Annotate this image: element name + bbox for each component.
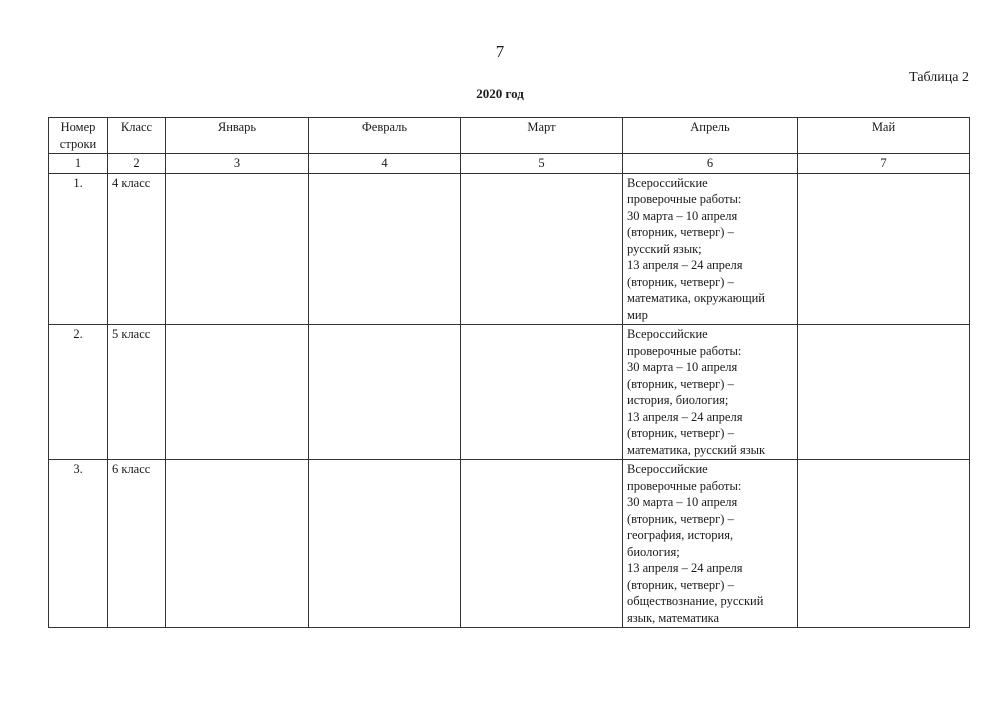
column-number: 1 xyxy=(49,154,108,174)
column-number: 3 xyxy=(166,154,309,174)
may-cell xyxy=(798,173,970,325)
column-number: 7 xyxy=(798,154,970,174)
class-cell: 5 класс xyxy=(108,325,166,460)
class-cell: 4 класс xyxy=(108,173,166,325)
may-cell xyxy=(798,325,970,460)
column-header: Май xyxy=(798,118,970,154)
table-label: Таблица 2 xyxy=(909,70,969,85)
column-header: Номер строки xyxy=(49,118,108,154)
january-cell xyxy=(166,173,309,325)
header-row xyxy=(49,118,970,154)
column-header: Класс xyxy=(108,118,166,154)
table-row xyxy=(49,173,970,325)
january-cell xyxy=(166,325,309,460)
row-number-cell: 3. xyxy=(49,460,108,628)
schedule-table xyxy=(48,117,970,628)
february-cell xyxy=(309,325,461,460)
march-cell xyxy=(461,325,623,460)
may-cell xyxy=(798,460,970,628)
page-number: 7 xyxy=(495,42,505,61)
march-cell xyxy=(461,173,623,325)
april-cell: Всероссийские проверочные работы: 30 марта – 10 апреля (вторник, четверг) – русский язык; 13 апреля – 24 апреля (вторник, четверг) – математика, окружающий мир xyxy=(623,173,798,325)
table-row xyxy=(49,325,970,460)
year-heading: 2020 год xyxy=(476,86,524,101)
column-number: 6 xyxy=(623,154,798,174)
february-cell xyxy=(309,173,461,325)
column-header: Март xyxy=(461,118,623,154)
march-cell xyxy=(461,460,623,628)
column-header: Январь xyxy=(166,118,309,154)
row-number-cell: 1. xyxy=(49,173,108,325)
row-number-cell: 2. xyxy=(49,325,108,460)
column-number: 4 xyxy=(309,154,461,174)
column-header: Апрель xyxy=(623,118,798,154)
column-number: 2 xyxy=(108,154,166,174)
class-cell: 6 класс xyxy=(108,460,166,628)
february-cell xyxy=(309,460,461,628)
column-number-row xyxy=(49,154,970,174)
april-cell: Всероссийские проверочные работы: 30 марта – 10 апреля (вторник, четверг) – география, история, биология; 13 апреля – 24 апреля (вторник, четверг) – обществознание, русский язык, математика xyxy=(623,460,798,628)
column-number: 5 xyxy=(461,154,623,174)
january-cell xyxy=(166,460,309,628)
april-cell: Всероссийские проверочные работы: 30 марта – 10 апреля (вторник, четверг) – история, биология; 13 апреля – 24 апреля (вторник, четверг) – математика, русский язык xyxy=(623,325,798,460)
column-header: Февраль xyxy=(309,118,461,154)
table-row xyxy=(49,460,970,628)
